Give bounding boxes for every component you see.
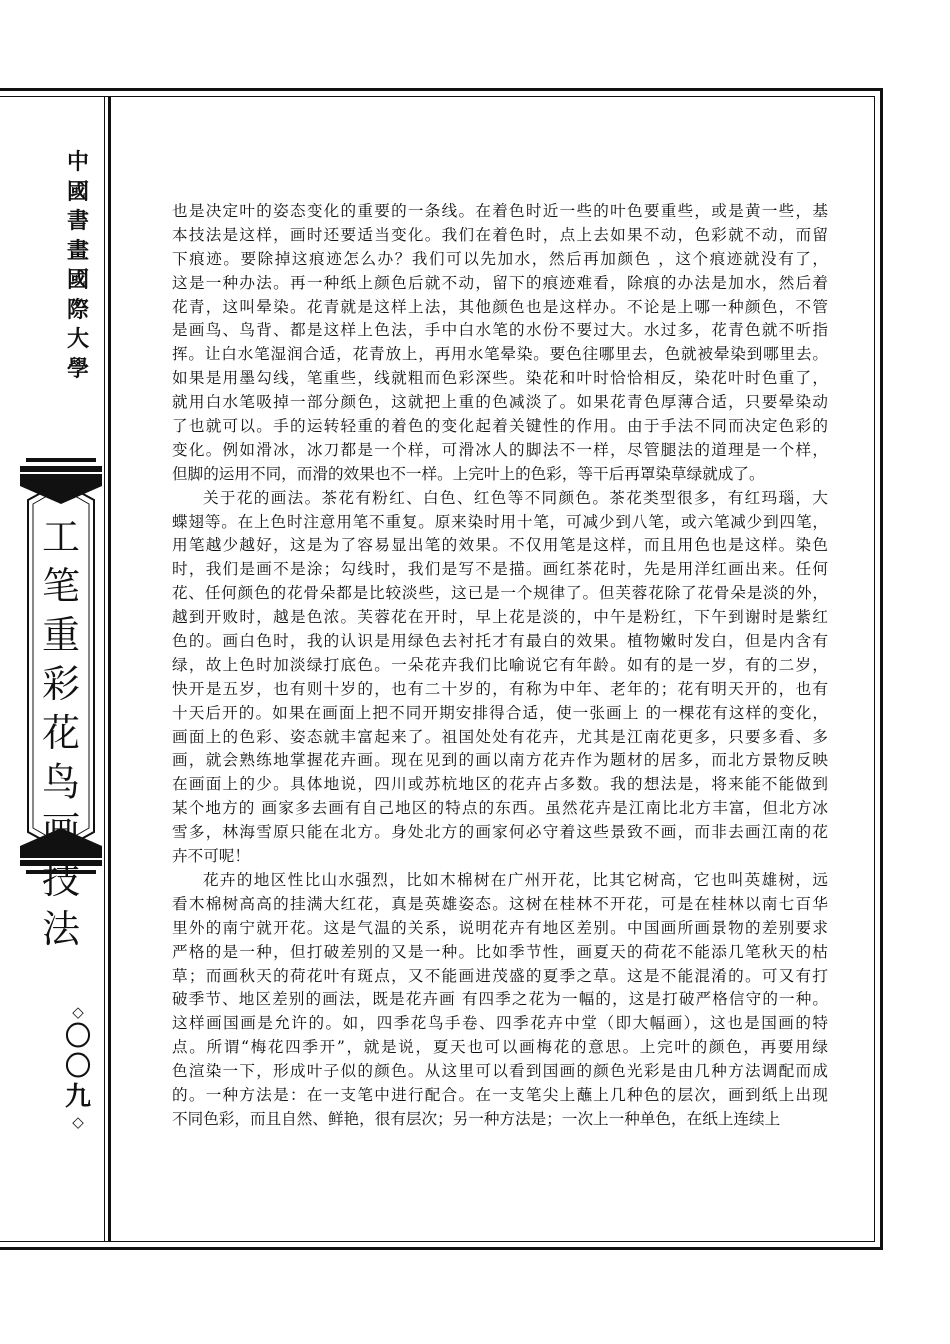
paragraph <box>172 487 828 869</box>
text-line: 花卉的地区性比山水强烈，比如木棉树在广州开花，比其它树高，它也叫英雄树，远 <box>203 870 828 889</box>
spine-rule <box>104 96 105 1242</box>
text-line: 花、任何颜色的花骨朵都是比较淡些，这已是一个规律了。但芙蓉花除了花骨朵是淡的外， <box>172 584 828 603</box>
text-line: 越到开败时，越是色浓。芙蓉花在开时，早上花是淡的，中午是粉红，下午到谢时是紫红 <box>172 608 828 627</box>
text-line: 画，就会熟练地掌握花卉画。现在见到的画以南方花卉作为题材的居多，而北方景物反映 <box>172 751 828 770</box>
spine-school-char: 畫 <box>66 238 89 264</box>
text-line: 某个地方的 画家多去画有自己地区的特点的东西。虽然花卉是江南比北方丰富，但北方冰 <box>172 799 828 818</box>
text-line: 卉不可呢！ <box>172 847 250 866</box>
spine-title-char: 彩 <box>41 662 80 706</box>
page-number-digit: 〇 <box>64 1022 91 1052</box>
spine-title-char: 花 <box>41 711 80 755</box>
text-line: 挥。让白水笔湿润合适，花青放上，再用水笔晕染。要色往哪里去，色就被晕染到哪里去。 <box>172 345 828 364</box>
page-number-diamond-top: ◇ <box>72 1003 84 1021</box>
text-line: 在画面上的少。具体地说，四川或苏杭地区的花卉占多数。我的想法是，将来能不能做到 <box>172 775 828 794</box>
text-line: 严格的是一种，但打破差别的又是一种。比如季节性，画夏天的荷花不能添几笔秋天的枯 <box>172 942 828 961</box>
body-text <box>172 200 828 1132</box>
text-line: 草；而画秋天的荷花叶有斑点，又不能画进茂盛的夏季之草。这是不能混淆的。可又有打 <box>172 966 828 985</box>
text-line: 了也就可以。手的运转轻重的着色的变化起着关键性的作用。由于手法不同而决定色彩的 <box>172 417 828 436</box>
text-line: 关于花的画法。茶花有粉红、白色、红色等不同颜色。茶花类型很多，有红玛瑙，大 <box>203 488 828 507</box>
text-line: 如果是用墨勾线，笔重些，线就粗而色彩深些。染花和叶时恰恰相反，染花叶时色重了， <box>172 369 828 388</box>
text-line: 也是决定叶的姿态变化的重要的一条线。在着色时近一些的叶色要重些，或是黄一些，基 <box>172 202 828 220</box>
text-line: 的。一种方法是：在一支笔中进行配合。在一支笔尖上蘸上几种色的层次，画到纸上出现 <box>172 1085 828 1104</box>
text-line: 看木棉树高高的挂满大红花，真是英雄姿态。这树在桂林不开花，可是在桂林以南七百华 <box>172 894 828 913</box>
text-line: 绿，故上色时加淡绿打底色。一朵花卉我们比喻说它有年龄。如有的是一岁，有的二岁， <box>172 655 828 674</box>
page-number-diamond-bottom: ◇ <box>72 1113 84 1131</box>
spine-title-char: 法 <box>41 907 80 951</box>
spine-title-char: 鸟 <box>41 760 80 804</box>
text-line: 时，我们是画不是涂；勾线时，我们是写不是描。画红茶花时，先是用洋红画出来。任何 <box>172 560 828 579</box>
spine-title-char: 技 <box>41 858 80 902</box>
text-line: 点。所谓“梅花四季开”，就是说，夏天也可以画梅花的意思。上完叶的颜色，再要用绿 <box>172 1038 828 1057</box>
text-line: 这样画国画是允许的。如，四季花鸟手卷、四季花卉中堂（即大幅画），这也是国画的特 <box>172 1014 828 1033</box>
text-line: 雪多，林海雪原只能在北方。身处北方的画家何必守着这些景致不画，而非去画江南的花 <box>172 823 828 842</box>
paragraph <box>172 869 828 1132</box>
page-number-digit: 九 <box>64 1082 91 1112</box>
spine-title-char: 笔 <box>41 564 80 608</box>
spine-rule-thick <box>108 96 111 1242</box>
spine-school-char: 國 <box>66 179 89 205</box>
text-line: 但脚的运用不同，而滑的效果也不一样。上完叶上的色彩，等干后再罩染草绿就成了。 <box>172 464 765 483</box>
text-line: 花青，这叫晕染。花青就是这样上法，其他颜色也是这样办。不论是上哪一种颜色，不管 <box>172 297 828 316</box>
text-line: 十天后开的。如果在画面上把不同开期安排得合适，使一张画上 的一棵花有这样的变化， <box>172 703 828 722</box>
text-line: 就用白水笔吸掉一部分颜色，这就把上重的色减淡了。如果花青色厚薄合适，只要晕染动 <box>172 393 828 412</box>
text-line: 本技法是这样，画时还要适当变化。我们在着色时，点上去如果不动，色彩就不动，而留 <box>172 225 828 244</box>
text-line: 用笔越少越好，这是为了容易显出笔的效果。不仅用笔是这样，而且用色也是这样。染色 <box>172 536 828 555</box>
page-number-digit: 〇 <box>64 1052 91 1082</box>
text-line: 这是一种办法。再一种纸上颜色后就不动，留下的痕迹难看，除痕的办法是加水，然后着 <box>172 273 828 292</box>
spine-title-char: 重 <box>41 613 80 657</box>
paragraph <box>172 200 828 487</box>
spine-title-char: 工 <box>41 515 80 559</box>
text-line: 色渲染一下，形成叶子似的颜色。从这里可以看到国画的颜色光彩是由几种方法调配而成 <box>172 1062 828 1081</box>
spine-school-char: 國 <box>66 268 89 293</box>
spine-title-char: 画 <box>41 809 80 853</box>
spine-school-char: 中 <box>66 150 89 175</box>
page-number <box>58 1002 98 1132</box>
text-line: 色的。画白色时，我的认识是用绿色去衬托才有最白的效果。植物嫩时发白，但是内含有 <box>172 632 828 651</box>
text-line: 快开是五岁，也有则十岁的，也有二十岁的，有称为中年、老年的；花有明天开的，也有 <box>172 679 828 698</box>
text-line: 下痕迹。要除掉这痕迹怎么办？我们可以先加水，然后再加颜色 ，这个痕迹就没有了， <box>172 249 828 268</box>
spine-school-char: 學 <box>66 356 89 382</box>
text-line: 画面上的色彩、姿态就丰富起来了。祖国处处有花卉，尤其是江南花更多，只要多看、多 <box>172 727 828 746</box>
spine-school-char: 際 <box>66 297 89 323</box>
text-line: 破季节、地区差别的画法，既是花卉画 有四季之花为一幅的，这是打破严格信守的一种。 <box>172 990 828 1009</box>
text-line: 里外的南宁就开花。这是气温的关系，说明花卉有地区差别。中国画所画景物的差别要求 <box>172 918 828 937</box>
text-line: 是画鸟、鸟背、都是这样上色法，手中白水笔的水份不要过大。水过多，花青色就不听指 <box>172 321 828 340</box>
spine-school-char: 書 <box>66 209 89 234</box>
text-line: 变化。例如滑冰，冰刀都是一个样，可滑冰人的脚法不一样，尽管腿法的道理是一个样， <box>172 440 828 459</box>
spine-book-title <box>20 513 102 954</box>
text-line: 蝶翅等。在上色时注意用笔不重复。原来染时用十笔，可减少到八笔，或六笔减少到四笔， <box>172 512 828 531</box>
text-line: 不同色彩，而且自然、鲜艳，很有层次；另一种方法是；一次上一种单色，在纸上连续上 <box>172 1109 781 1128</box>
spine-school-char: 大 <box>66 327 89 352</box>
spine-school-name <box>58 148 98 384</box>
